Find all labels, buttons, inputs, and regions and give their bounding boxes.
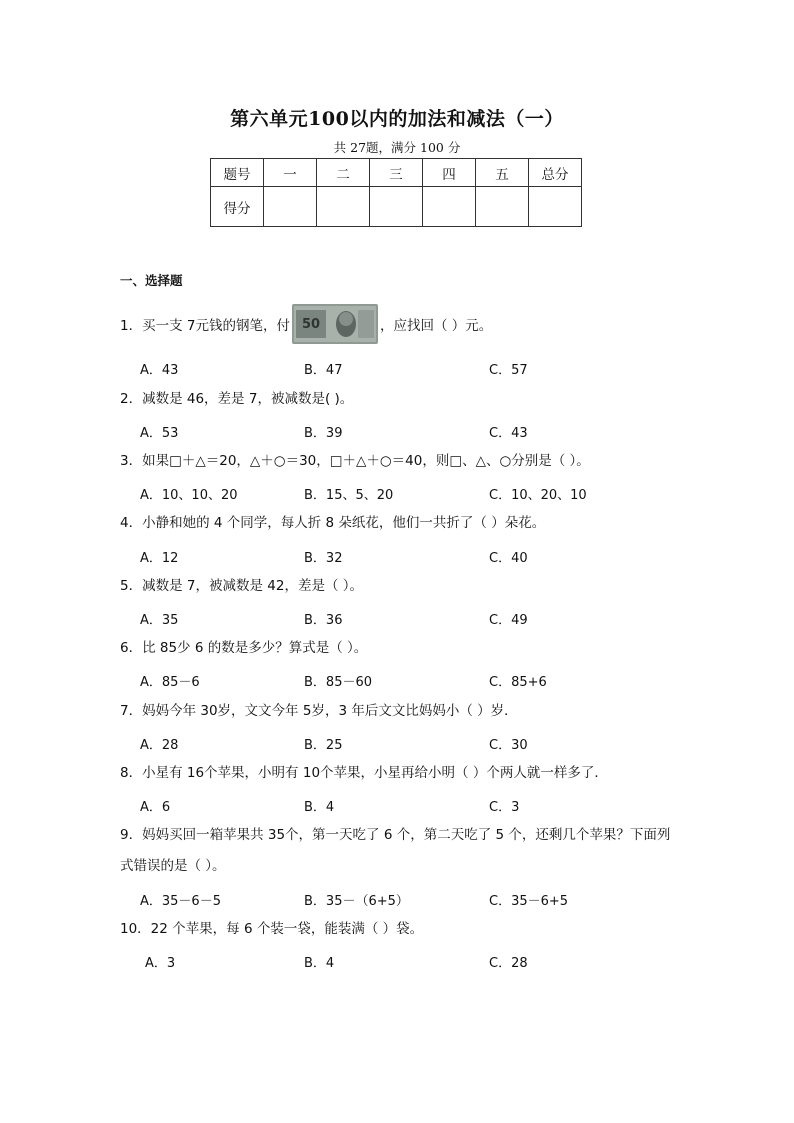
q9-option-c[interactable]: C．35－6+5 — [489, 894, 569, 909]
q9-option-b[interactable]: B．35－（6+5） — [304, 894, 409, 909]
score-header-cell: 总分 — [529, 159, 582, 187]
q5-option-a[interactable]: A．35 — [140, 613, 179, 628]
page-subtitle: 共 27题，满分 100 分 — [333, 140, 461, 155]
question-1-text-pre: 1．买一支 7元钱的钢笔，付 — [120, 318, 290, 334]
score-cell[interactable] — [476, 187, 529, 227]
question-1 — [120, 306, 492, 346]
score-cell[interactable] — [317, 187, 370, 227]
question-9: 9．妈妈买回一箱苹果共 35个，第一天吃了 6 个，第二天吃了 5 个，还剩几个苹果？下面列式错误的是（ ）。 — [120, 827, 671, 874]
score-row-label: 得分 — [211, 187, 264, 227]
question-1-text-post: ，应找回（ ）元。 — [379, 318, 493, 334]
page-title: 第六单元100以内的加法和减法（一） — [230, 108, 564, 130]
score-header-cell: 五 — [476, 159, 529, 187]
q8-option-c[interactable]: C．3 — [489, 800, 520, 815]
score-header-cell: 三 — [370, 159, 423, 187]
q1-option-c[interactable]: C．57 — [489, 363, 528, 378]
q7-option-b[interactable]: B．25 — [304, 738, 343, 753]
q4-option-c[interactable]: C．40 — [489, 551, 528, 566]
score-header-cell: 一 — [264, 159, 317, 187]
banknote-50-image — [292, 304, 378, 344]
q10-option-a[interactable]: A．3 — [145, 956, 176, 971]
q6-option-a[interactable]: A．85－6 — [140, 675, 200, 690]
question-8: 8．小星有 16个苹果，小明有 10个苹果，小星再给小明（ ）个两人就一样多了． — [120, 765, 608, 781]
q5-option-b[interactable]: B．36 — [304, 613, 343, 628]
question-7: 7．妈妈今年 30岁，文文今年 5岁，3 年后文文比妈妈小（ ）岁． — [120, 703, 518, 719]
q3-option-c[interactable]: C．10、20、10 — [489, 488, 587, 503]
q2-option-a[interactable]: A．53 — [140, 426, 179, 441]
score-cell[interactable] — [423, 187, 476, 227]
q1-option-a[interactable]: A．43 — [140, 363, 179, 378]
q2-option-b[interactable]: B．39 — [304, 426, 343, 441]
q9-option-a[interactable]: A．35－6－5 — [140, 894, 221, 909]
question-5: 5．减数是 7，被减数是 42，差是（ ）。 — [120, 578, 363, 594]
q2-option-c[interactable]: C．43 — [489, 426, 528, 441]
banknote-value-label: 50 — [301, 317, 321, 332]
score-header-cell: 题号 — [211, 159, 264, 187]
score-cell[interactable] — [529, 187, 582, 227]
q4-option-a[interactable]: A．12 — [140, 551, 179, 566]
question-10: 10．22 个苹果，每 6 个装一袋，能装满（ ）袋。 — [120, 921, 424, 937]
question-6: 6．比 85少 6 的数是多少？算式是（ ）。 — [120, 640, 368, 656]
q4-option-b[interactable]: B．32 — [304, 551, 343, 566]
score-table — [210, 158, 582, 227]
score-cell[interactable] — [264, 187, 317, 227]
q10-option-c[interactable]: C．28 — [489, 956, 528, 971]
score-table-score-row — [211, 187, 582, 227]
score-table-header-row — [211, 159, 582, 187]
q7-option-c[interactable]: C．30 — [489, 738, 528, 753]
score-cell[interactable] — [370, 187, 423, 227]
section-heading: 一、选择题 — [120, 273, 183, 288]
question-2: 2．减数是 46，差是 7，被减数是( )。 — [120, 391, 354, 407]
q6-option-c[interactable]: C．85+6 — [489, 675, 547, 690]
question-4: 4．小静和她的 4 个同学，每人折 8 朵纸花，他们一共折了（ ）朵花。 — [120, 515, 546, 531]
q3-option-a[interactable]: A．10、10、20 — [140, 488, 238, 503]
score-header-cell: 四 — [423, 159, 476, 187]
question-3: 3．如果□＋△＝20，△＋○＝30，□＋△＋○＝40，则□、△、○分别是（ ）。 — [120, 453, 590, 469]
q8-option-b[interactable]: B．4 — [304, 800, 335, 815]
q6-option-b[interactable]: B．85－60 — [304, 675, 373, 690]
q5-option-c[interactable]: C．49 — [489, 613, 528, 628]
q8-option-a[interactable]: A．6 — [140, 800, 171, 815]
q7-option-a[interactable]: A．28 — [140, 738, 179, 753]
q3-option-b[interactable]: B．15、5、20 — [304, 488, 394, 503]
q10-option-b[interactable]: B．4 — [304, 956, 335, 971]
score-header-cell: 二 — [317, 159, 370, 187]
q1-option-b[interactable]: B．47 — [304, 363, 343, 378]
